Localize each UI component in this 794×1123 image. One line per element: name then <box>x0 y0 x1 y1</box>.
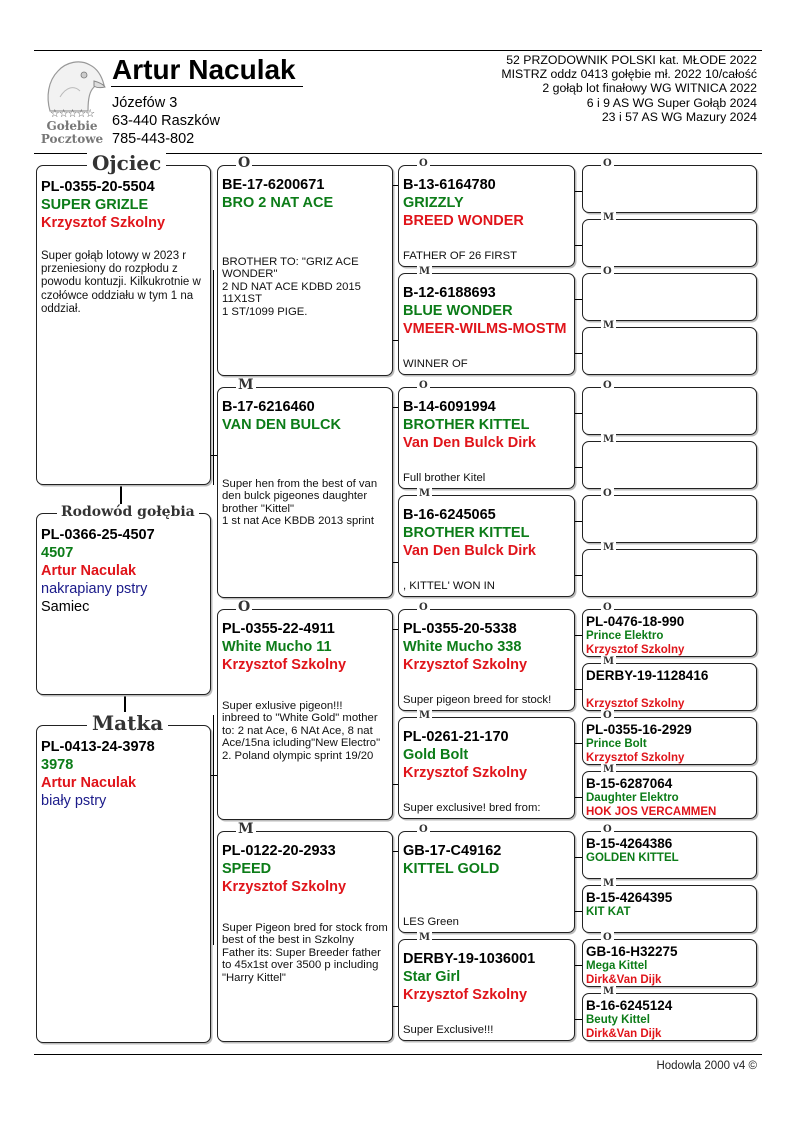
breeder-name: Dirk&Van Dijk <box>586 974 662 986</box>
ring-number <box>586 554 753 569</box>
footer-credit: Hodowla 2000 v4 © <box>656 1060 757 1072</box>
pigeon-name: Prince Elektro <box>586 630 664 642</box>
sex-mark: O <box>603 602 612 613</box>
pigeon-note: Super Pigeon bred for stock from best of the best in Szkolny Father its: Super Breeder father to 45x1st over 3500 p including "Harry Kittel" <box>222 922 388 984</box>
ring-number: B-15-4264395 <box>586 890 673 905</box>
sex-mark: O <box>419 602 428 613</box>
pigeon-note: Super exclusive! bred from: <box>403 802 541 814</box>
pigeon-note: Super pigeon breed for stock! <box>403 694 552 706</box>
connector-line <box>213 715 214 945</box>
ancestor-card-gen4[interactable] <box>582 212 757 267</box>
breeder-name <box>586 361 753 375</box>
breeder-name <box>586 475 753 489</box>
pigeon-name: Gold Bolt <box>403 747 469 763</box>
logo-stars: ☆☆☆☆☆ <box>49 108 95 120</box>
breeder-name: Artur Naculak <box>41 563 137 579</box>
ring-number: PL-0355-20-5338 <box>403 621 517 637</box>
ring-number: B-13-6164780 <box>403 177 496 193</box>
pigeon-color: nakrapiany pstry <box>41 581 148 597</box>
ring-number <box>586 278 753 293</box>
breeder-name: Krzysztof Szkolny <box>222 879 347 895</box>
ancestor-card-gen3[interactable] <box>398 158 575 267</box>
ancestor-card-gen2[interactable] <box>217 821 393 1042</box>
ring-number: B-16-6245124 <box>586 998 673 1013</box>
connector-line <box>575 857 582 858</box>
breeder-name: Krzysztof Szkolny <box>586 698 685 710</box>
owner-street: Józefów 3 <box>112 95 178 111</box>
connector-line <box>393 562 398 563</box>
pigeon-name: Star Girl <box>403 969 461 985</box>
ancestor-card-gen4[interactable] <box>582 158 757 213</box>
ancestor-card-gen4[interactable] <box>582 434 757 489</box>
ring-number: PL-0355-16-2929 <box>586 722 692 737</box>
sex-mark: M <box>603 212 615 223</box>
pigeon-note: LES Green <box>403 916 459 928</box>
sex-mark: M <box>603 764 615 775</box>
pigeon-name: Mega Kittel <box>586 960 648 972</box>
father-label: Ojciec <box>87 152 166 174</box>
connector-line <box>575 1019 582 1020</box>
ancestor-card-gen4[interactable] <box>582 656 757 711</box>
pigeon-name <box>586 461 753 475</box>
ancestor-card-gen3[interactable] <box>398 602 575 711</box>
pigeon-name <box>586 293 753 307</box>
father-card[interactable] <box>36 151 211 485</box>
pigeon-note: Super Exclusive!!! <box>403 1024 494 1036</box>
footer-rule <box>34 1054 762 1055</box>
connector-line <box>575 299 582 300</box>
breeder-name <box>586 919 753 933</box>
pigeon-name: Daughter Elektro <box>586 792 679 804</box>
pigeon-note: , KITTEL' WON IN <box>403 580 495 592</box>
pigeon-name: White Mucho 11 <box>222 639 332 655</box>
ancestor-card-gen3[interactable] <box>398 488 575 597</box>
breeder-name <box>586 199 753 213</box>
sex-mark: M <box>419 932 431 943</box>
achievement-item: 2 gołąb lot finałowy WG WITNICA 2022 <box>542 81 757 96</box>
pigeon-name <box>586 569 753 583</box>
ring-number: B-17-6216460 <box>222 399 315 415</box>
ancestor-card-gen3[interactable] <box>398 266 575 375</box>
ring-number: B-16-6245065 <box>403 507 496 523</box>
connector-line <box>575 521 582 522</box>
ancestor-card-gen3[interactable] <box>398 710 575 819</box>
pigeon-name: BLUE WONDER <box>403 303 513 319</box>
pigeon-note: Super hen from the best of van den bulck pigeones daughter brother "Kittel" 1 st nat Ace KBDB 2013 sprint <box>222 478 378 528</box>
ancestor-card-gen2[interactable] <box>217 599 393 820</box>
sex-mark: O <box>419 158 428 169</box>
ring-number <box>586 446 753 461</box>
connector-line <box>393 407 398 408</box>
achievement-item: 23 i 57 AS WG Mazury 2024 <box>601 109 757 124</box>
ancestor-card-gen4[interactable] <box>582 824 757 879</box>
connector-line <box>575 635 582 636</box>
sex-mark: O <box>603 824 612 835</box>
header-top-rule <box>34 50 762 51</box>
connector-line <box>393 784 398 785</box>
pigeon-note: BROTHER TO: "GRIZ ACE WONDER" 2 ND NAT ACE KDBD 2015 11X1ST 1 ST/1099 PIGE. <box>222 256 361 318</box>
ancestor-card-gen2[interactable] <box>217 155 393 376</box>
pigeon-color: biały pstry <box>41 793 107 809</box>
pigeon-name: SUPER GRIZLE <box>41 197 149 213</box>
ring-number <box>586 500 753 515</box>
connector-line <box>393 340 398 341</box>
owner-city: 63-440 Raszków <box>112 113 220 129</box>
ancestor-card-gen4[interactable] <box>582 488 757 543</box>
breeder-name: Dirk&Van Dijk <box>586 1028 662 1040</box>
breeder-name: Krzysztof Szkolny <box>403 765 528 781</box>
breeder-name: Artur Naculak <box>41 775 137 791</box>
pigeon-name: KIT KAT <box>586 906 631 918</box>
achievements-list <box>501 53 757 124</box>
ancestor-card-gen4[interactable] <box>582 380 757 435</box>
breeder-name: Krzysztof Szkolny <box>41 215 166 231</box>
sex-mark: O <box>603 380 612 391</box>
sex-mark: M <box>603 542 615 553</box>
breeder-name: Krzysztof Szkolny <box>586 644 685 656</box>
ring-number: PL-0122-20-2933 <box>222 843 336 859</box>
pigeon-note: Super exlusive pigeon!!! inbreed to "White Gold" mother to: 2 nat Ace, 6 NAt Ace, 8 nat Ace/15na icluding"New Electro" 2. Poland olympic sprint 19/20 <box>222 700 381 762</box>
pigeon-name: GRIZZLY <box>403 195 464 211</box>
connector-line <box>393 629 398 630</box>
sex-mark: O <box>603 710 612 721</box>
connector-line <box>575 575 582 576</box>
connector-line <box>393 1006 398 1007</box>
ring-number <box>586 332 753 347</box>
pigeon-name <box>586 347 753 361</box>
logo <box>34 55 110 147</box>
ancestor-card-gen2[interactable] <box>217 377 393 598</box>
ring-number: B-15-6287064 <box>586 776 673 791</box>
connector-line <box>393 185 398 186</box>
achievement-item: MISTRZ oddz 0413 gołębie mł. 2022 10/całość <box>501 67 757 82</box>
pigeon-note: FATHER OF 26 FIRST <box>403 250 518 262</box>
connector-line <box>575 911 582 912</box>
sex-mark: M <box>238 821 254 837</box>
breeder-name: Krzysztof Szkolny <box>403 987 528 1003</box>
subject-label: Rodowód gołębia <box>57 504 199 520</box>
ancestor-card-gen4[interactable] <box>582 542 757 597</box>
breeder-name: Krzysztof Szkolny <box>222 657 347 673</box>
pigeon-name: Beuty Kittel <box>586 1014 650 1026</box>
ring-number: PL-0261-21-170 <box>403 729 509 745</box>
breeder-name: Krzysztof Szkolny <box>586 752 685 764</box>
pigeon-name <box>586 185 753 199</box>
sex-mark: M <box>419 266 431 277</box>
sex-mark: M <box>603 434 615 445</box>
logo-text-line1: Gołebie <box>46 119 98 133</box>
connector-line <box>575 965 582 966</box>
mother-card[interactable] <box>36 711 211 1043</box>
sex-mark: O <box>238 599 251 615</box>
owner-name-underline <box>111 86 303 87</box>
achievement-item: 6 i 9 AS WG Super Gołąb 2024 <box>586 95 757 110</box>
ring-number <box>586 392 753 407</box>
sex-mark: M <box>603 878 615 889</box>
ring-number: PL-0355-20-5504 <box>41 179 155 195</box>
ring-number: GB-17-C49162 <box>403 843 502 859</box>
ancestor-card-gen4[interactable] <box>582 932 757 987</box>
subject-card[interactable] <box>36 504 211 695</box>
pigeon-name: 3978 <box>41 757 74 773</box>
sex-mark: O <box>603 488 612 499</box>
breeder-name: BREED WONDER <box>403 213 524 229</box>
ancestor-card-gen4[interactable] <box>582 266 757 321</box>
ring-number: PL-0355-22-4911 <box>222 621 335 637</box>
breeder-name: Van Den Bulck Dirk <box>403 435 536 451</box>
connector-line <box>575 413 582 414</box>
sex-mark: O <box>603 266 612 277</box>
ancestor-card-gen4[interactable] <box>582 602 757 657</box>
connector-line <box>575 245 582 246</box>
pigeon-name: 4507 <box>41 545 74 561</box>
pigeon-name: Prince Bolt <box>586 738 647 750</box>
connector-line <box>575 467 582 468</box>
achievement-item: 52 PRZODOWNIK POLSKI kat. MŁODE 2022 <box>506 53 757 67</box>
pigeon-name: SPEED <box>222 861 272 877</box>
ancestor-card-gen4[interactable] <box>582 764 757 819</box>
pigeon-name: BRO 2 NAT ACE <box>222 195 334 211</box>
breeder-name <box>586 307 753 321</box>
breeder-name <box>586 253 753 267</box>
pigeon-note: Full brother Kitel <box>403 472 486 484</box>
ring-number: GB-16-H32275 <box>586 944 678 959</box>
pigeon-name <box>586 683 753 697</box>
breeder-name <box>586 421 753 435</box>
breeder-name <box>586 583 753 597</box>
pigeon-name <box>586 239 753 253</box>
sex-mark: O <box>603 932 612 943</box>
ring-number: B-12-6188693 <box>403 285 496 301</box>
ancestor-card-gen3[interactable] <box>398 824 575 933</box>
pigeon-sex: Samiec <box>41 599 90 615</box>
pigeon-name: BROTHER KITTEL <box>403 417 530 433</box>
breeder-name: Van Den Bulck Dirk <box>403 543 536 559</box>
ring-number: B-14-6091994 <box>403 399 496 415</box>
ancestor-card-gen3[interactable] <box>398 380 575 489</box>
pigeon-name: VAN DEN BULCK <box>222 417 341 433</box>
connector-line <box>575 689 582 690</box>
ring-number: BE-17-6200671 <box>222 177 325 193</box>
pigeon-note: WINNER OF <box>403 358 468 370</box>
ring-number: DERBY-19-1128416 <box>586 668 709 683</box>
sex-mark: M <box>238 377 254 393</box>
sex-mark: M <box>603 986 615 997</box>
sex-mark: M <box>419 488 431 499</box>
ring-number: PL-0476-18-990 <box>586 614 685 629</box>
ring-number: PL-0413-24-3978 <box>41 739 155 755</box>
ring-number: PL-0366-25-4507 <box>41 527 155 543</box>
connector-line <box>575 353 582 354</box>
ring-number: B-15-4264386 <box>586 836 673 851</box>
owner-name: Artur Naculak <box>112 54 296 85</box>
sex-mark: M <box>603 656 615 667</box>
connector-line <box>393 851 398 852</box>
connector-line <box>575 191 582 192</box>
breeder-name <box>586 529 753 543</box>
connector-line <box>575 797 582 798</box>
pigeon-name <box>586 407 753 421</box>
ring-number <box>586 224 753 239</box>
pigeon-name: GOLDEN KITTEL <box>586 852 679 864</box>
logo-text-line2: Pocztowe <box>40 132 104 146</box>
pigeon-name <box>586 515 753 529</box>
mother-label: Matka <box>87 712 168 734</box>
ring-number <box>586 170 753 185</box>
pigeon-name: White Mucho 338 <box>403 639 522 655</box>
ancestor-card-gen3[interactable] <box>398 932 575 1041</box>
ancestor-card-gen4[interactable] <box>582 710 757 765</box>
owner-phone: 785-443-802 <box>112 131 195 147</box>
breeder-name: Krzysztof Szkolny <box>403 657 528 673</box>
ancestor-card-gen4[interactable] <box>582 986 757 1041</box>
connector-line <box>575 743 582 744</box>
breeder-name: HOK JOS VERCAMMEN <box>586 806 717 818</box>
sex-mark: O <box>419 824 428 835</box>
ring-number: DERBY-19-1036001 <box>403 951 536 967</box>
sex-mark: M <box>603 320 615 331</box>
pigeon-note: Super gołąb lotowy w 2023 r przeniesiony do rozpłodu z powodu kontuzji. Kilkukrotnie w czołówce oddziału w tym 1 na oddział. <box>41 250 201 315</box>
pigeon-name: KITTEL GOLD <box>403 861 500 877</box>
breeder-name: VMEER-WILMS-MOSTM <box>403 321 567 337</box>
sex-mark: M <box>419 710 431 721</box>
pigeon-head-icon <box>40 57 106 113</box>
sex-mark: O <box>238 155 251 171</box>
ancestor-card-gen4[interactable] <box>582 878 757 933</box>
connector-line <box>213 270 214 485</box>
sex-mark: O <box>603 158 612 169</box>
sex-mark: O <box>419 380 428 391</box>
breeder-name <box>586 865 753 879</box>
ancestor-card-gen4[interactable] <box>582 320 757 375</box>
pigeon-name: BROTHER KITTEL <box>403 525 530 541</box>
